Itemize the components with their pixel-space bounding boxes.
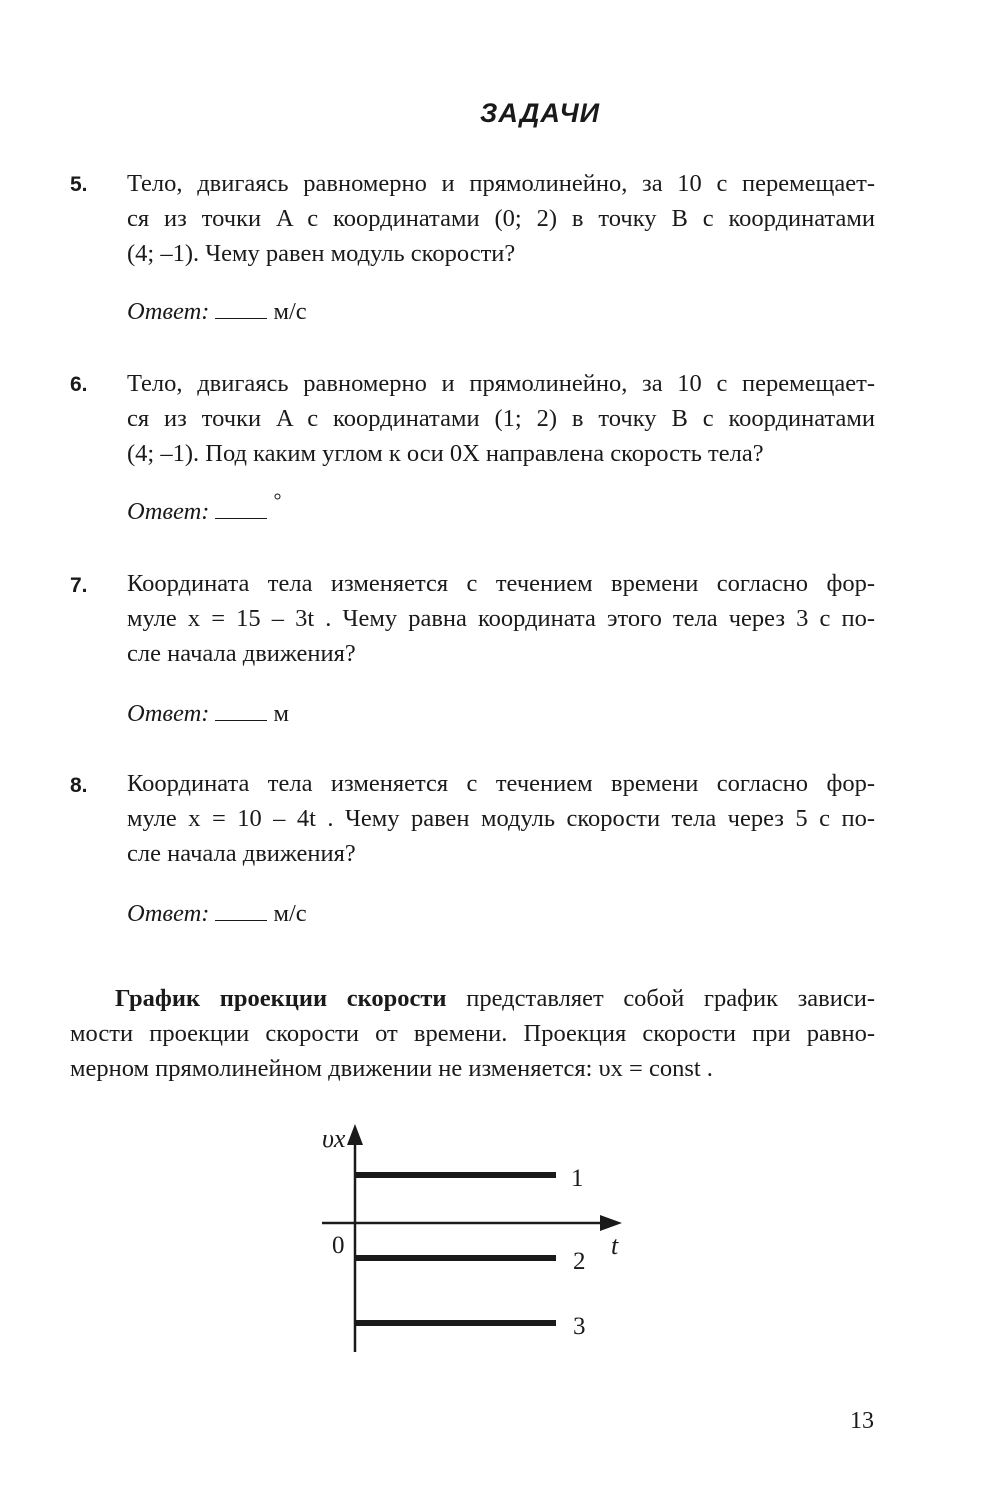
answer-unit: ° <box>273 490 282 512</box>
problem-number: 8. <box>70 774 88 797</box>
problem-line: муле x = 10 – 4t . Чему равен модуль скорости тела через 5 с по- <box>127 805 875 832</box>
origin-label: 0 <box>332 1232 345 1259</box>
y-axis-label: υx <box>322 1124 346 1153</box>
answer-label: Ответ: <box>127 298 210 325</box>
problem-text <box>127 366 875 471</box>
problem-line: сле начала движения? <box>127 640 356 667</box>
problem-number: 7. <box>70 574 88 597</box>
answer-unit: м/с <box>273 900 307 927</box>
answer-unit: м/с <box>273 298 307 325</box>
line-label-3: 3 <box>573 1313 586 1340</box>
answer-line <box>127 298 307 326</box>
problem-number: 6. <box>70 373 88 396</box>
problem-line: (4; –1). Чему равен модуль скорости? <box>127 240 516 267</box>
problem-line: сле начала движения? <box>127 840 356 867</box>
answer-blank[interactable] <box>215 298 267 319</box>
definition-line: мерном прямолинейном движении не изменяется: υx = const . <box>70 1055 713 1082</box>
problem-line: (4; –1). Под каким углом к оси 0X направлена скорость тела? <box>127 440 764 467</box>
answer-label: Ответ: <box>127 700 210 727</box>
x-axis-arrow <box>600 1215 622 1231</box>
problem-line: ся из точки A с координатами (1; 2) в точку B с координатами <box>127 405 875 432</box>
definition-text: представляет собой график зависи- <box>446 985 875 1012</box>
page-number: 13 <box>850 1408 874 1434</box>
x-axis-label: t <box>611 1231 619 1260</box>
line-label-2: 2 <box>573 1248 586 1275</box>
definition-line <box>70 981 875 1016</box>
problem-number: 5. <box>70 173 88 196</box>
problem-text <box>127 766 875 871</box>
problem-line: Тело, двигаясь равномерно и прямолинейно, за 10 с перемещает- <box>127 170 875 197</box>
problem-line: Координата тела изменяется с течением времени согласно фор- <box>127 770 875 797</box>
answer-label: Ответ: <box>127 498 210 525</box>
problem-line: муле x = 15 – 3t . Чему равна координата этого тела через 3 с по- <box>127 605 875 632</box>
answer-label: Ответ: <box>127 900 210 927</box>
answer-line <box>127 490 282 526</box>
section-heading: ЗАДАЧИ <box>479 98 601 128</box>
answer-line <box>127 700 289 728</box>
answer-unit: м <box>273 700 289 727</box>
definition-paragraph <box>70 981 875 1086</box>
answer-blank[interactable] <box>215 700 267 721</box>
problem-text <box>127 166 875 271</box>
answer-blank[interactable] <box>215 900 267 921</box>
problem-line: Тело, двигаясь равномерно и прямолинейно, за 10 с перемещает- <box>127 370 875 397</box>
line-label-1: 1 <box>571 1165 584 1192</box>
problem-line: Координата тела изменяется с течением времени согласно фор- <box>127 570 875 597</box>
answer-line <box>127 900 307 928</box>
answer-blank[interactable] <box>215 498 267 519</box>
problem-text <box>127 566 875 671</box>
definition-term: График проекции скорости <box>115 985 447 1012</box>
problem-line: ся из точки A с координатами (0; 2) в точку B с координатами <box>127 205 875 232</box>
y-axis-arrow <box>347 1124 363 1145</box>
definition-line: мости проекции скорости от времени. Проекция скорости при равно- <box>70 1020 875 1047</box>
